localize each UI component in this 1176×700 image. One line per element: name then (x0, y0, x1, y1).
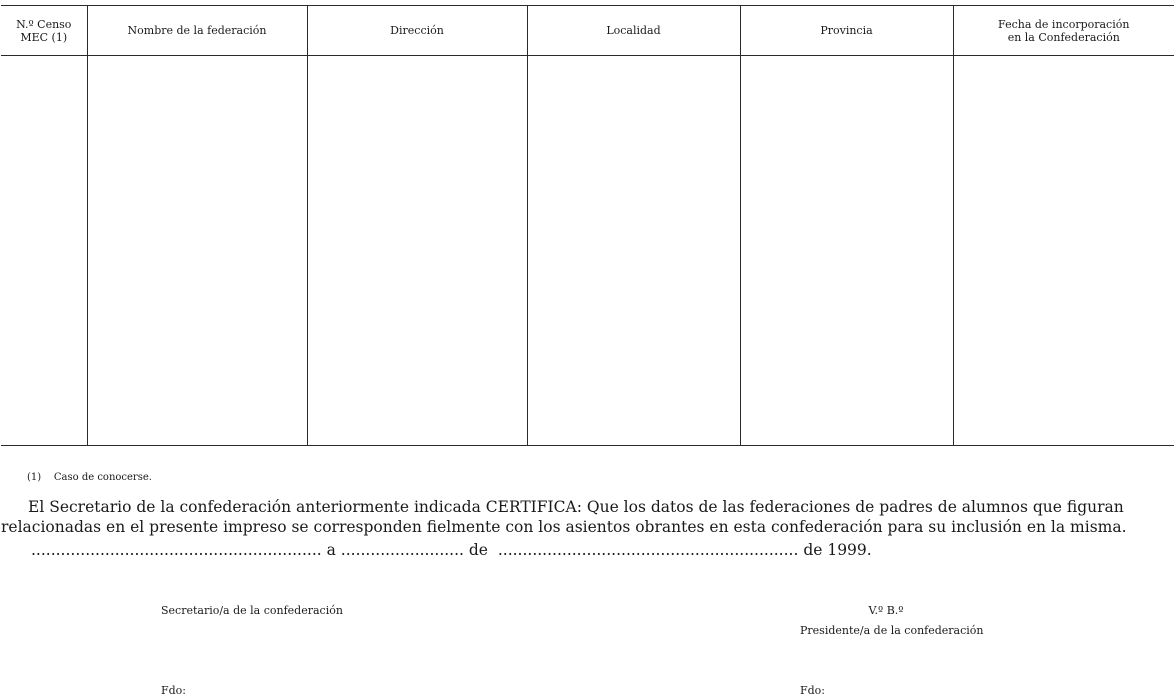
secretary-signature: Fdo: (161, 684, 187, 697)
header-nombre-federacion: Nombre de la federación (87, 6, 307, 56)
president-signature: Fdo: (800, 684, 826, 697)
header-fecha-incorporacion: Fecha de incorporación en la Confederación (953, 6, 1174, 56)
footnote (27, 472, 152, 483)
header-localidad: Localidad (527, 6, 740, 56)
cell-nombre-federacion[interactable] (87, 56, 307, 446)
date-line: ........................................................... a ......................... de ............................................................. de 1999. (31, 541, 872, 559)
certification-text: El Secretario de la confederación anteriormente indicada CERTIFICA: Que los datos de las federaciones de padres de alumnos que figuran relacionadas en el presente impreso se corresponden fielmente con los asientos obrantes en esta confederación para su inclusión en la misma. (1, 498, 1127, 536)
header-censo-mec: N.º Censo MEC (1) (1, 6, 87, 56)
cell-direccion[interactable] (307, 56, 527, 446)
header-provincia: Provincia (740, 6, 953, 56)
header-direccion: Dirección (307, 6, 527, 56)
secretary-title: Secretario/a de la confederación (161, 604, 343, 617)
approval-mark: V.º B.º (868, 604, 904, 617)
footnote-text: Caso de conocerse. (53, 472, 152, 483)
cell-localidad[interactable] (527, 56, 740, 446)
cell-censo-mec[interactable] (1, 56, 87, 446)
table-header-row (1, 6, 1174, 56)
footnote-marker: (1) (27, 472, 42, 483)
cell-provincia[interactable] (740, 56, 953, 446)
cell-fecha-incorporacion[interactable] (953, 56, 1174, 446)
president-title: Presidente/a de la confederación (800, 624, 984, 637)
federations-table (1, 5, 1174, 446)
table-body-row (1, 56, 1174, 446)
